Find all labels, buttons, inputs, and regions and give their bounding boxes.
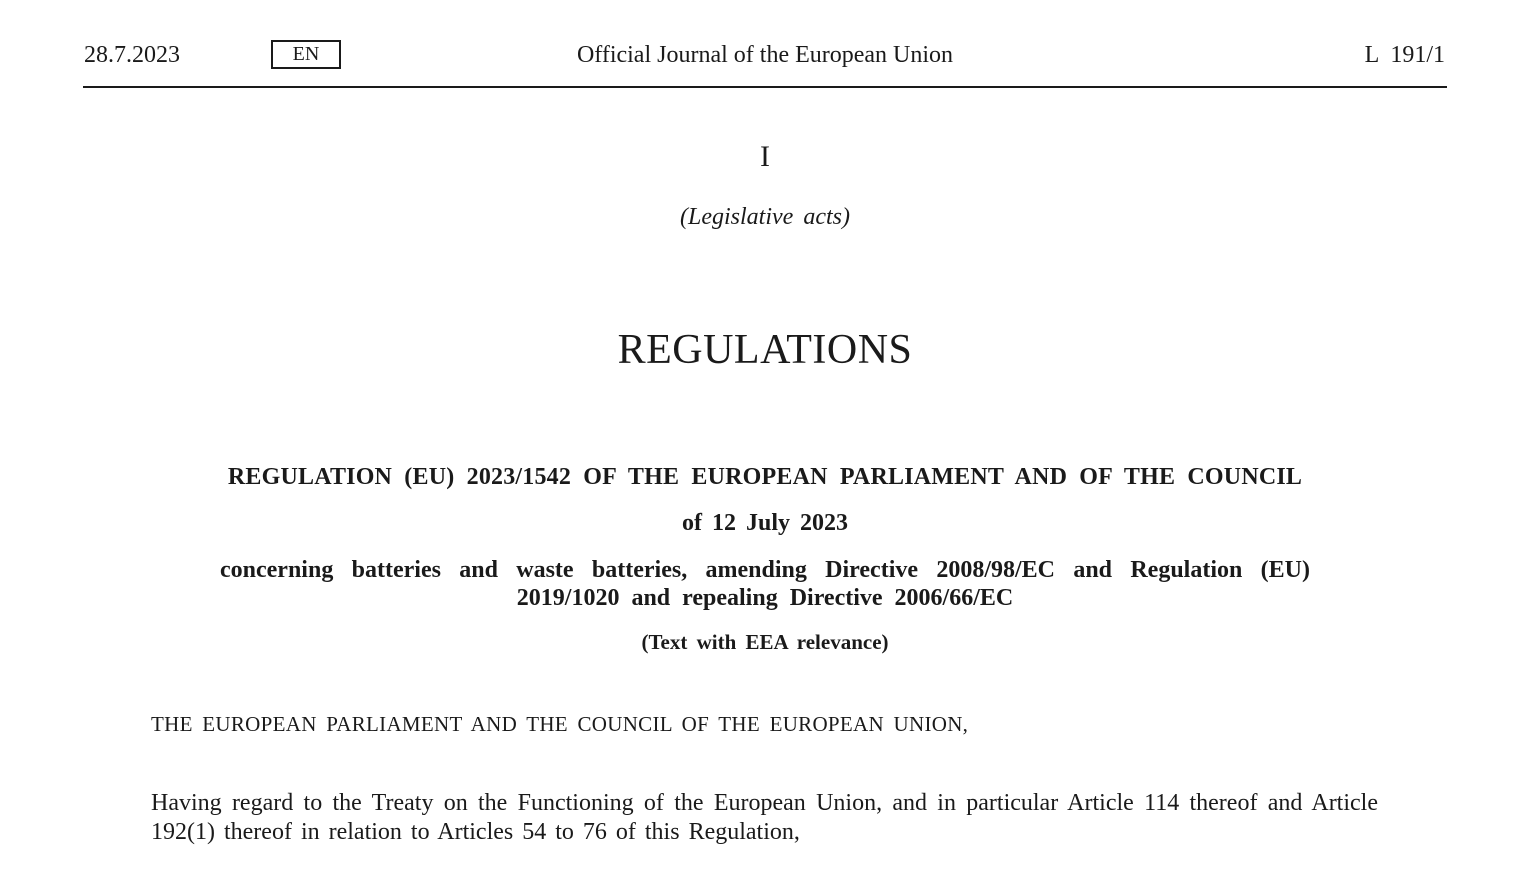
journal-title: Official Journal of the European Union [576,42,954,68]
regulation-subject: concerning batteries and waste batteries, amending Directive 2008/98/EC and Regulation (EU) 2019/1020 and repealing Directive 2006/66/EC [220,557,1310,611]
regulation-date: of 12 July 2023 [681,510,848,536]
regulation-title: REGULATION (EU) 2023/1542 OF THE EUROPEAN PARLIAMENT AND OF THE COUNCIL [227,464,1303,490]
part-label: (Legislative acts) [680,204,850,230]
eea-relevance: (Text with EEA relevance) [641,630,889,654]
section-title: REGULATIONS [617,327,913,373]
preamble-heading: THE EUROPEAN PARLIAMENT AND THE COUNCIL OF THE EUROPEAN UNION, [151,712,969,736]
journal-header [83,38,1447,88]
part-number: I [760,140,770,173]
language-badge: EN [271,40,341,69]
page-reference: L 191/1 [1364,42,1445,68]
citation-paragraph: Having regard to the Treaty on the Functioning of the European Union, and in particular Article 114 thereof and Article 192(1) thereof in relation to Articles 54 to 76 of this Regulation, [151,790,1378,845]
publication-date: 28.7.2023 [84,42,180,68]
